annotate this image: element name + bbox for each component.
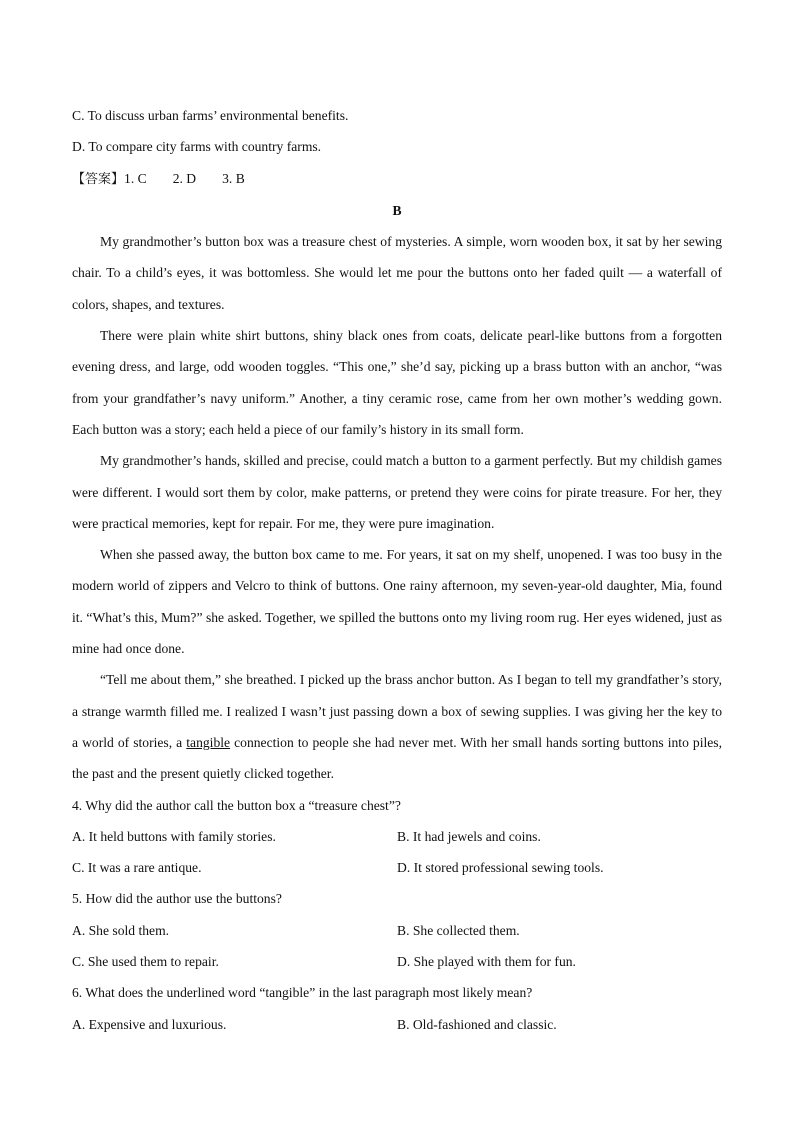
- option-d-previous: D. To compare city farms with country farms.: [72, 139, 322, 155]
- option-c-previous: C. To discuss urban farms’ environmental benefits.: [72, 108, 349, 123]
- document-page: [72, 100, 722, 1040]
- question-6-stem: 6. What does the underlined word “tangible” in the last paragraph most likely mean?: [72, 985, 533, 1001]
- question-4-options-row-2: [72, 852, 722, 883]
- question-4-option-c: C. It was a rare antique.: [72, 860, 202, 876]
- question-5-option-b: B. She collected them.: [397, 922, 520, 938]
- question-5-option-d: D. She played with them for fun.: [397, 954, 576, 970]
- question-4-options-row-1: [72, 821, 722, 852]
- question-5-stem: 5. How did the author use the buttons?: [72, 891, 282, 907]
- question-5-option-a: A. She sold them.: [72, 922, 170, 938]
- passage-paragraph-4: When she passed away, the button box came to me. For years, it sat on my shelf, unopened. I was too busy in the modern world of zippers and Velcro to think of buttons. One rainy afternoon, my seven-year-old daughter, Mia, found it. “What’s this, Mum?” she asked. Together, we spilled the buttons onto my living room rug. Her eyes widened, just as mine had once done.: [72, 547, 722, 657]
- question-6-option-a: A. Expensive and luxurious.: [72, 1016, 227, 1032]
- answer-2: 2. D: [172, 170, 197, 186]
- passage-paragraph-3: My grandmother’s hands, skilled and precise, could match a button to a garment perfectly. But my childish games were different. I would sort them by color, make patterns, or pretend they were coins for pirate treasure. For her, they were practical memories, kept for repair. For me, they were pure imagination.: [72, 453, 722, 531]
- underlined-word: tangible: [186, 734, 231, 750]
- paragraph-5-text-before: “Tell me about them,” she breathed. I picked up the brass anchor button. As I began to tell my grandfather’s story, a strange warmth filled me. I realized I wasn’t just passing down a box of sewing supplies. I was giving her the key to a world of stories, a: [72, 672, 722, 750]
- question-4-stem: 4. Why did the author call the button box a “treasure chest”?: [72, 797, 401, 813]
- answer-key: [72, 163, 722, 195]
- passage-paragraph-5: [72, 664, 722, 789]
- passage-paragraph-1: My grandmother’s button box was a treasure chest of mysteries. A simple, worn wooden box, it sat by her sewing chair. To a child’s eyes, it was bottomless. She would let me pour the buttons onto her faded quilt — a waterfall of colors, shapes, and textures.: [72, 234, 722, 312]
- question-4-option-a: A. It held buttons with family stories.: [72, 828, 276, 844]
- question-5-option-c: C. She used them to repair.: [72, 954, 219, 970]
- passage-paragraph-2: There were plain white shirt buttons, shiny black ones from coats, delicate pearl-like buttons from a forgotten evening dress, and large, odd wooden toggles. “This one,” she’d say, picking up a brass button with an anchor, “was from your grandfather’s navy uniform.” Another, a tiny ceramic rose, came from her own mother’s wedding gown. Each button was a story; each held a piece of our family’s history in its small form.: [72, 328, 722, 437]
- question-5-options-row-1: [72, 915, 722, 946]
- paragraph-5-text-after: connection to people she had never met. With her small hands sorting buttons into piles, the past and the present quietly clicked together.: [72, 734, 722, 782]
- question-6-option-b: B. Old-fashioned and classic.: [397, 1016, 557, 1032]
- section-label: B: [392, 202, 402, 218]
- answer-tag: 【答案】: [72, 171, 125, 187]
- question-5-options-row-2: [72, 946, 722, 977]
- answer-3: 3. B: [222, 170, 245, 186]
- question-4-option-b: B. It had jewels and coins.: [397, 828, 541, 844]
- question-6-options-row-1: [72, 1009, 722, 1040]
- answer-1: 1. C: [124, 170, 147, 186]
- question-4-option-d: D. It stored professional sewing tools.: [397, 860, 604, 876]
